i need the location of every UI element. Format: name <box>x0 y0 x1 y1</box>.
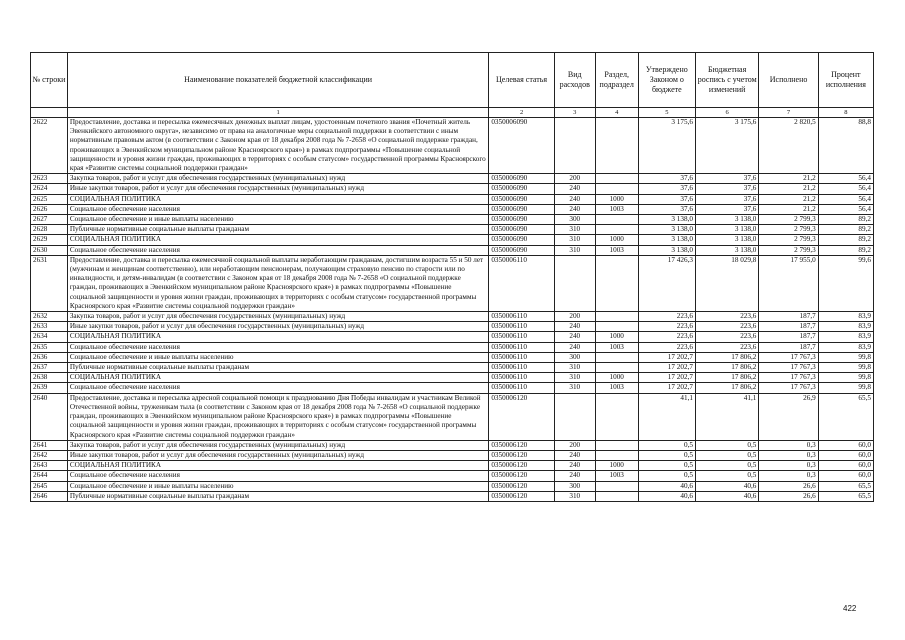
budget-amount: 223,6 <box>695 322 758 332</box>
column-number: 1 <box>67 108 489 118</box>
expense-type: 240 <box>554 471 595 481</box>
row-number: 2639 <box>31 383 68 393</box>
indicator-name: Социальное обеспечение населения <box>67 471 489 481</box>
execution-percent: 56,4 <box>818 194 873 204</box>
expense-type: 310 <box>554 363 595 373</box>
approved-amount: 37,6 <box>638 194 695 204</box>
approved-amount: 37,6 <box>638 174 695 184</box>
table-row <box>31 491 874 501</box>
approved-amount: 17 202,7 <box>638 352 695 362</box>
executed-amount: 0,3 <box>759 461 818 471</box>
row-number: 2631 <box>31 255 68 311</box>
approved-amount: 37,6 <box>638 184 695 194</box>
budget-amount: 223,6 <box>695 312 758 322</box>
expense-type: 200 <box>554 312 595 322</box>
column-number: 6 <box>695 108 758 118</box>
executed-amount: 187,7 <box>759 342 818 352</box>
target-article: 0350006120 <box>489 440 554 450</box>
row-number: 2638 <box>31 373 68 383</box>
section-code: 1003 <box>595 204 638 214</box>
section-code <box>595 215 638 225</box>
table-row <box>31 118 874 174</box>
execution-percent: 56,4 <box>818 184 873 194</box>
expense-type <box>554 393 595 440</box>
target-article: 0350006110 <box>489 322 554 332</box>
execution-percent: 83,9 <box>818 332 873 342</box>
execution-percent: 83,9 <box>818 342 873 352</box>
budget-amount: 37,6 <box>695 204 758 214</box>
table-row <box>31 352 874 362</box>
indicator-name: Публичные нормативные социальные выплаты гражданам <box>67 225 489 235</box>
row-number: 2624 <box>31 184 68 194</box>
target-article: 0350006090 <box>489 174 554 184</box>
row-number: 2646 <box>31 491 68 501</box>
section-code <box>595 255 638 311</box>
approved-amount: 3 175,6 <box>638 118 695 174</box>
row-number: 2626 <box>31 204 68 214</box>
execution-percent: 83,9 <box>818 312 873 322</box>
execution-percent: 88,8 <box>818 118 873 174</box>
target-article: 0350006090 <box>489 204 554 214</box>
approved-amount: 17 202,7 <box>638 363 695 373</box>
target-article: 0350006090 <box>489 184 554 194</box>
indicator-name: СОЦИАЛЬНАЯ ПОЛИТИКА <box>67 194 489 204</box>
budget-amount: 0,5 <box>695 450 758 460</box>
header-execution-percent: Процент исполнения <box>818 53 873 108</box>
column-number: 7 <box>759 108 818 118</box>
indicator-name: Публичные нормативные социальные выплаты гражданам <box>67 491 489 501</box>
header-executed: Исполнено <box>759 53 818 108</box>
target-article: 0350006090 <box>489 215 554 225</box>
budget-amount: 3 175,6 <box>695 118 758 174</box>
row-number: 2627 <box>31 215 68 225</box>
approved-amount: 37,6 <box>638 204 695 214</box>
budget-amount: 17 806,2 <box>695 363 758 373</box>
table-row <box>31 440 874 450</box>
executed-amount: 26,6 <box>759 491 818 501</box>
indicator-name: Социальное обеспечение населения <box>67 204 489 214</box>
table-row <box>31 332 874 342</box>
executed-amount: 26,9 <box>759 393 818 440</box>
section-code: 1003 <box>595 245 638 255</box>
table-row <box>31 194 874 204</box>
executed-amount: 0,3 <box>759 440 818 450</box>
expense-type: 200 <box>554 174 595 184</box>
row-number: 2628 <box>31 225 68 235</box>
expense-type: 240 <box>554 184 595 194</box>
execution-percent: 89,2 <box>818 235 873 245</box>
expense-type: 310 <box>554 373 595 383</box>
table-row <box>31 255 874 311</box>
row-number: 2643 <box>31 461 68 471</box>
row-number: 2645 <box>31 481 68 491</box>
section-code <box>595 481 638 491</box>
table-row <box>31 174 874 184</box>
budget-amount: 41,1 <box>695 393 758 440</box>
expense-type: 240 <box>554 461 595 471</box>
section-code: 1000 <box>595 373 638 383</box>
expense-type: 300 <box>554 481 595 491</box>
budget-amount: 17 806,2 <box>695 383 758 393</box>
approved-amount: 40,6 <box>638 481 695 491</box>
execution-percent: 89,2 <box>818 225 873 235</box>
indicator-name: СОЦИАЛЬНАЯ ПОЛИТИКА <box>67 373 489 383</box>
executed-amount: 21,2 <box>759 194 818 204</box>
execution-percent: 65,5 <box>818 481 873 491</box>
row-number: 2644 <box>31 471 68 481</box>
indicator-name: СОЦИАЛЬНАЯ ПОЛИТИКА <box>67 461 489 471</box>
table-header-row <box>31 53 874 108</box>
target-article: 0350006120 <box>489 471 554 481</box>
executed-amount: 26,6 <box>759 481 818 491</box>
approved-amount: 0,5 <box>638 471 695 481</box>
execution-percent: 60,0 <box>818 471 873 481</box>
section-code <box>595 174 638 184</box>
approved-amount: 17 426,3 <box>638 255 695 311</box>
executed-amount: 17 767,3 <box>759 383 818 393</box>
indicator-name: Публичные нормативные социальные выплаты гражданам <box>67 363 489 373</box>
execution-percent: 65,5 <box>818 491 873 501</box>
indicator-name: Иные закупки товаров, работ и услуг для обеспечения государственных (муниципальных) нужд <box>67 322 489 332</box>
approved-amount: 223,6 <box>638 332 695 342</box>
section-code: 1003 <box>595 383 638 393</box>
page-number: 422 <box>843 604 857 613</box>
table-row <box>31 383 874 393</box>
target-article: 0350006120 <box>489 450 554 460</box>
row-number: 2637 <box>31 363 68 373</box>
budget-amount: 0,5 <box>695 471 758 481</box>
execution-percent: 56,4 <box>818 204 873 214</box>
row-number: 2622 <box>31 118 68 174</box>
executed-amount: 2 799,3 <box>759 245 818 255</box>
header-section: Раздел, подраздел <box>595 53 638 108</box>
table-row <box>31 215 874 225</box>
table-row <box>31 322 874 332</box>
approved-amount: 0,5 <box>638 440 695 450</box>
expense-type: 240 <box>554 194 595 204</box>
table-row <box>31 363 874 373</box>
target-article: 0350006110 <box>489 363 554 373</box>
column-number: 5 <box>638 108 695 118</box>
section-code <box>595 440 638 450</box>
executed-amount: 0,3 <box>759 450 818 460</box>
approved-amount: 17 202,7 <box>638 383 695 393</box>
table-row <box>31 184 874 194</box>
execution-percent: 89,2 <box>818 245 873 255</box>
executed-amount: 21,2 <box>759 184 818 194</box>
indicator-name: Закупка товаров, работ и услуг для обеспечения государственных (муниципальных) нужд <box>67 174 489 184</box>
header-approved-by-law: Утверждено Законом о бюджете <box>638 53 695 108</box>
target-article: 0350006090 <box>489 194 554 204</box>
budget-amount: 3 138,0 <box>695 215 758 225</box>
expense-type <box>554 118 595 174</box>
execution-percent: 99,8 <box>818 363 873 373</box>
budget-report-page <box>30 52 874 502</box>
execution-percent: 60,0 <box>818 461 873 471</box>
expense-type: 240 <box>554 450 595 460</box>
budget-amount: 17 806,2 <box>695 352 758 362</box>
indicator-name: СОЦИАЛЬНАЯ ПОЛИТИКА <box>67 235 489 245</box>
target-article: 0350006120 <box>489 461 554 471</box>
row-number: 2633 <box>31 322 68 332</box>
budget-amount: 0,5 <box>695 461 758 471</box>
section-code <box>595 393 638 440</box>
section-code <box>595 450 638 460</box>
row-number: 2629 <box>31 235 68 245</box>
target-article: 0350006110 <box>489 373 554 383</box>
executed-amount: 2 799,3 <box>759 235 818 245</box>
row-number: 2641 <box>31 440 68 450</box>
executed-amount: 21,2 <box>759 174 818 184</box>
execution-percent: 65,5 <box>818 393 873 440</box>
budget-amount: 0,5 <box>695 440 758 450</box>
header-target-article: Целевая статья <box>489 53 554 108</box>
column-number: 2 <box>489 108 554 118</box>
row-number: 2634 <box>31 332 68 342</box>
target-article: 0350006110 <box>489 332 554 342</box>
table-row <box>31 225 874 235</box>
expense-type: 310 <box>554 225 595 235</box>
executed-amount: 2 799,3 <box>759 215 818 225</box>
section-code: 1003 <box>595 471 638 481</box>
indicator-name: Социальное обеспечение и иные выплаты населению <box>67 215 489 225</box>
executed-amount: 2 799,3 <box>759 225 818 235</box>
section-code <box>595 322 638 332</box>
approved-amount: 40,6 <box>638 491 695 501</box>
row-number: 2630 <box>31 245 68 255</box>
executed-amount: 17 955,0 <box>759 255 818 311</box>
expense-type: 240 <box>554 204 595 214</box>
indicator-name: Закупка товаров, работ и услуг для обеспечения государственных (муниципальных) нужд <box>67 312 489 322</box>
budget-amount: 37,6 <box>695 194 758 204</box>
approved-amount: 223,6 <box>638 342 695 352</box>
execution-percent: 89,2 <box>818 215 873 225</box>
indicator-name: Социальное обеспечение населения <box>67 342 489 352</box>
budget-amount: 3 138,0 <box>695 245 758 255</box>
target-article: 0350006120 <box>489 491 554 501</box>
header-indicator-name: Наименование показателей бюджетной классификации <box>67 53 489 108</box>
section-code <box>595 352 638 362</box>
table-row <box>31 461 874 471</box>
execution-percent: 60,0 <box>818 440 873 450</box>
table-row <box>31 481 874 491</box>
executed-amount: 17 767,3 <box>759 363 818 373</box>
indicator-name: Социальное обеспечение населения <box>67 245 489 255</box>
row-number: 2625 <box>31 194 68 204</box>
indicator-name: Социальное обеспечение и иные выплаты населению <box>67 352 489 362</box>
section-code <box>595 363 638 373</box>
executed-amount: 17 767,3 <box>759 373 818 383</box>
budget-amount: 40,6 <box>695 491 758 501</box>
table-row <box>31 204 874 214</box>
expense-type: 300 <box>554 352 595 362</box>
row-number: 2636 <box>31 352 68 362</box>
executed-amount: 187,7 <box>759 322 818 332</box>
approved-amount: 223,6 <box>638 312 695 322</box>
executed-amount: 187,7 <box>759 312 818 322</box>
expense-type: 240 <box>554 322 595 332</box>
section-code <box>595 491 638 501</box>
expense-type: 240 <box>554 342 595 352</box>
table-row <box>31 342 874 352</box>
target-article: 0350006110 <box>489 255 554 311</box>
expense-type: 300 <box>554 215 595 225</box>
target-article: 0350006090 <box>489 235 554 245</box>
table-body <box>31 108 874 502</box>
budget-amount: 37,6 <box>695 174 758 184</box>
executed-amount: 21,2 <box>759 204 818 214</box>
header-expense-type: Вид расходов <box>554 53 595 108</box>
budget-amount: 3 138,0 <box>695 225 758 235</box>
budget-amount: 18 029,8 <box>695 255 758 311</box>
budget-amount: 223,6 <box>695 342 758 352</box>
executed-amount: 2 820,5 <box>759 118 818 174</box>
target-article: 0350006110 <box>489 383 554 393</box>
execution-percent: 83,9 <box>818 322 873 332</box>
column-number: 3 <box>554 108 595 118</box>
table-row <box>31 312 874 322</box>
row-number: 2642 <box>31 450 68 460</box>
table-row <box>31 471 874 481</box>
target-article: 0350006120 <box>489 481 554 491</box>
approved-amount: 0,5 <box>638 450 695 460</box>
target-article: 0350006120 <box>489 393 554 440</box>
execution-percent: 99,8 <box>818 373 873 383</box>
section-code: 1000 <box>595 235 638 245</box>
section-code: 1003 <box>595 342 638 352</box>
budget-amount: 223,6 <box>695 332 758 342</box>
column-number: 8 <box>818 108 873 118</box>
column-number: 4 <box>595 108 638 118</box>
section-code <box>595 184 638 194</box>
row-number: 2640 <box>31 393 68 440</box>
approved-amount: 3 138,0 <box>638 235 695 245</box>
approved-amount: 3 138,0 <box>638 245 695 255</box>
expense-type: 310 <box>554 383 595 393</box>
target-article: 0350006090 <box>489 245 554 255</box>
execution-percent: 99,8 <box>818 352 873 362</box>
execution-percent: 99,6 <box>818 255 873 311</box>
indicator-name: Предоставление, доставка и пересылка адресной социальной помощи к празднованию Дня Победы инвалидам и участникам Великой Отечественной войны, труженикам тыла (в соответствии с Законом края от 18 декабря 2008 года № 7-2658 «О социальной поддержке граждан, проживающих в Эвенкийском муниципальном районе Красноярского края») в рамках подпрограммы «Повышение социальной защищенности и уровня жизни граждан, проживающих в территориях с особым статусом» государственной программы Красноярского края «Развитие системы социальной поддержки граждан» <box>67 393 489 440</box>
budget-table <box>30 52 874 502</box>
executed-amount: 17 767,3 <box>759 352 818 362</box>
row-number: 2635 <box>31 342 68 352</box>
target-article: 0350006110 <box>489 312 554 322</box>
table-row <box>31 393 874 440</box>
indicator-name: Закупка товаров, работ и услуг для обеспечения государственных (муниципальных) нужд <box>67 440 489 450</box>
indicator-name: СОЦИАЛЬНАЯ ПОЛИТИКА <box>67 332 489 342</box>
approved-amount: 3 138,0 <box>638 225 695 235</box>
target-article: 0350006110 <box>489 342 554 352</box>
section-code: 1000 <box>595 461 638 471</box>
column-number <box>31 108 68 118</box>
approved-amount: 223,6 <box>638 322 695 332</box>
expense-type: 310 <box>554 235 595 245</box>
target-article: 0350006090 <box>489 225 554 235</box>
table-row <box>31 373 874 383</box>
header-row-number: № строки <box>31 53 68 108</box>
row-number: 2623 <box>31 174 68 184</box>
row-number: 2632 <box>31 312 68 322</box>
header-budget-schedule: Бюджетная роспись с учетом изменений <box>695 53 758 108</box>
execution-percent: 56,4 <box>818 174 873 184</box>
budget-amount: 17 806,2 <box>695 373 758 383</box>
indicator-name: Социальное обеспечение и иные выплаты населению <box>67 481 489 491</box>
execution-percent: 99,8 <box>818 383 873 393</box>
indicator-name: Социальное обеспечение населения <box>67 383 489 393</box>
approved-amount: 41,1 <box>638 393 695 440</box>
expense-type: 240 <box>554 332 595 342</box>
executed-amount: 0,3 <box>759 471 818 481</box>
execution-percent: 60,0 <box>818 450 873 460</box>
expense-type: 310 <box>554 491 595 501</box>
section-code <box>595 312 638 322</box>
approved-amount: 17 202,7 <box>638 373 695 383</box>
section-code: 1000 <box>595 194 638 204</box>
executed-amount: 187,7 <box>759 332 818 342</box>
budget-amount: 3 138,0 <box>695 235 758 245</box>
budget-amount: 40,6 <box>695 481 758 491</box>
budget-amount: 37,6 <box>695 184 758 194</box>
indicator-name: Предоставление, доставка и пересылка ежемесячных денежных выплат лицам, удостоенным почетного звания «Почетный житель Эвенкийского автономного округа», независимо от права на аналогичные меры социальной поддержки в соответствии с иным нормативным правовым актом (в соответствии с Законом края от 18 декабря 2008 года № 7-2658 «О социальной поддержке граждан, проживающих в Эвенкийском муниципальном районе Красноярского края») в рамках подпрограммы «Повышение социальной защищенности и уровня жизни граждан, проживающих в территориях с особым статусом» государственной программы Красноярского края «Развитие системы социальной поддержки граждан» <box>67 118 489 174</box>
indicator-name: Предоставление, доставка и пересылка ежемесячной социальной выплаты неработающим гражданам, достигшим возраста 55 и 50 лет (мужчинам и женщинам соответственно), или неработающим пенсионерам, получающим страховую пенсию по старости или по инвалидности, и детям-инвалидам (в соответствии с Законом края от 18 декабря 2008 года № 7-2658 «О социальной поддержке граждан, проживающих в Эвенкийском муниципальном районе Красноярского края») в рамках подпрограммы «Повышение социальной защищенности и уровня жизни граждан, проживающих в территориях с особым статусом» государственной программы Красноярского края «Развитие системы социальной поддержки граждан» <box>67 255 489 311</box>
approved-amount: 0,5 <box>638 461 695 471</box>
section-code <box>595 225 638 235</box>
target-article: 0350006090 <box>489 118 554 174</box>
section-code: 1000 <box>595 332 638 342</box>
expense-type <box>554 255 595 311</box>
expense-type: 310 <box>554 245 595 255</box>
approved-amount: 3 138,0 <box>638 215 695 225</box>
indicator-name: Иные закупки товаров, работ и услуг для обеспечения государственных (муниципальных) нужд <box>67 184 489 194</box>
table-row <box>31 450 874 460</box>
indicator-name: Иные закупки товаров, работ и услуг для обеспечения государственных (муниципальных) нужд <box>67 450 489 460</box>
section-code <box>595 118 638 174</box>
target-article: 0350006110 <box>489 352 554 362</box>
expense-type: 200 <box>554 440 595 450</box>
table-row <box>31 245 874 255</box>
column-number-row <box>31 108 874 118</box>
table-row <box>31 235 874 245</box>
